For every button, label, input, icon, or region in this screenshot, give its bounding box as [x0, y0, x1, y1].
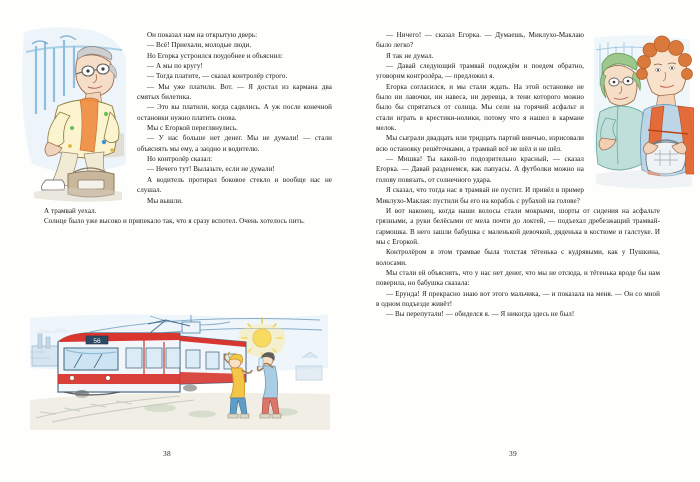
paragraph: Егорка согласился, и мы стали ждать. На этой остановке не было ни лавочки, ни навеса, ни деревца, в тени которого можно было бы спрятаться от солнца. Мы сели на горячий асфальт и стали играть в крестики-нолики, потому что я нашел в кармане мелок.	[376, 82, 584, 133]
right-page	[350, 0, 700, 482]
paragraph: — У нас больше нет денег. Мы не думали! — стали объяснять мы ему, а заодно и водителю.	[137, 134, 332, 153]
svg-text:56: 56	[93, 338, 101, 345]
paragraph: — Ничего! — сказал Егорка. — Думаешь, Миклухо-Маклаю было легко?	[376, 31, 584, 50]
paragraph: Контролёром в этом трамвае была толстая тётенька с кудрявыми, как у Пушкина, волосами.	[376, 248, 660, 267]
paragraph: А трамвай уехал.	[44, 206, 97, 215]
page-number-right: 39	[509, 449, 517, 458]
paragraph: А водитель протирал боковое стекло и вообще нас не слушал.	[137, 175, 332, 195]
paragraph: Я так не думал.	[386, 51, 434, 60]
paragraph: — А мы по кругу!	[147, 62, 203, 71]
paragraph: И вот наконец, когда наши волосы стали мокрыми, шорты от сидения на асфальте грязными, а руки белёсыми от мела почти до локтей, — подъехал дребезжащий трамвай-гармошка. В него зашли бабушка с маленькой девочкой, дяденька в костюме и галстуке. И мы с Егоркой.	[376, 206, 660, 246]
paragraph: Мы с Егоркой переглянулись.	[147, 124, 238, 133]
page-number-left: 38	[163, 449, 171, 458]
paragraph: — Мишка! Ты какой-то подозрительно красный, — сказал Егорка. — Давай разденемся, как папуасы. А футболки можно на голову повязать, от солнечного удара.	[376, 155, 584, 184]
paragraph: — Тогда платите, — сказал контролёр строго.	[147, 72, 288, 81]
paragraph: Я сказал, что тогда нас в трамвай не пустит. И привёл в пример Миклухо-Маклая: пустили бы его на корабль с рубахой на голове?	[376, 186, 584, 205]
paragraph: — Вы перепутали! — обиделся я. — Я никогда здесь не был!	[386, 310, 575, 319]
paragraph: — Давай следующий трамвай подождём и поедем обратно, уговорим контролёра, — предложил я.	[376, 62, 584, 81]
paragraph: Но Егорка устроился поудобнее и объяснил:	[147, 51, 283, 60]
illustration-tram-and-two-boys-under-sun	[30, 312, 330, 430]
paragraph: Мы сыграли двадцать или тридцать партий вничью, изрисовали всю остановку решёточками, а трамвай всё не шёл и не шёл.	[376, 134, 584, 153]
illustration-conductor-in-floral-shirt	[18, 24, 130, 202]
paragraph: — Ерунда! Я прекрасно знаю вот этого мальчика, — и показала на меня. — Он со мной в одном подъезде живёт!	[376, 289, 660, 308]
paragraph: Солнце было уже высоко и припекало так, что я сразу вспотел. Очень хотелось пить.	[44, 217, 305, 226]
paragraph: — Нечего тут! Вылазьте, если не думали!	[147, 165, 275, 174]
paragraph: Мы стали ей объяснять, что у нас нет денег, что мы не отсюда, и тётенька вроде бы нам поверила, но бабушка сказала:	[376, 268, 660, 288]
paragraph: Он показал нам на открытую дверь:	[147, 31, 258, 39]
paragraph: — Это вы платили, когда садились. А уж после конечной остановки нужно платить снова.	[137, 103, 332, 122]
illustration-curly-haired-conductor-and-grandmother	[590, 34, 694, 194]
paragraph: — Всё! Приехали, молодые люди.	[147, 41, 252, 50]
paragraph: Но контролёр сказал:	[147, 155, 213, 164]
paragraph: — Мы уже платили. Вот. — Я достал из кармана два смятых билетика.	[137, 82, 332, 102]
paragraph: Мы вышли.	[147, 196, 183, 205]
